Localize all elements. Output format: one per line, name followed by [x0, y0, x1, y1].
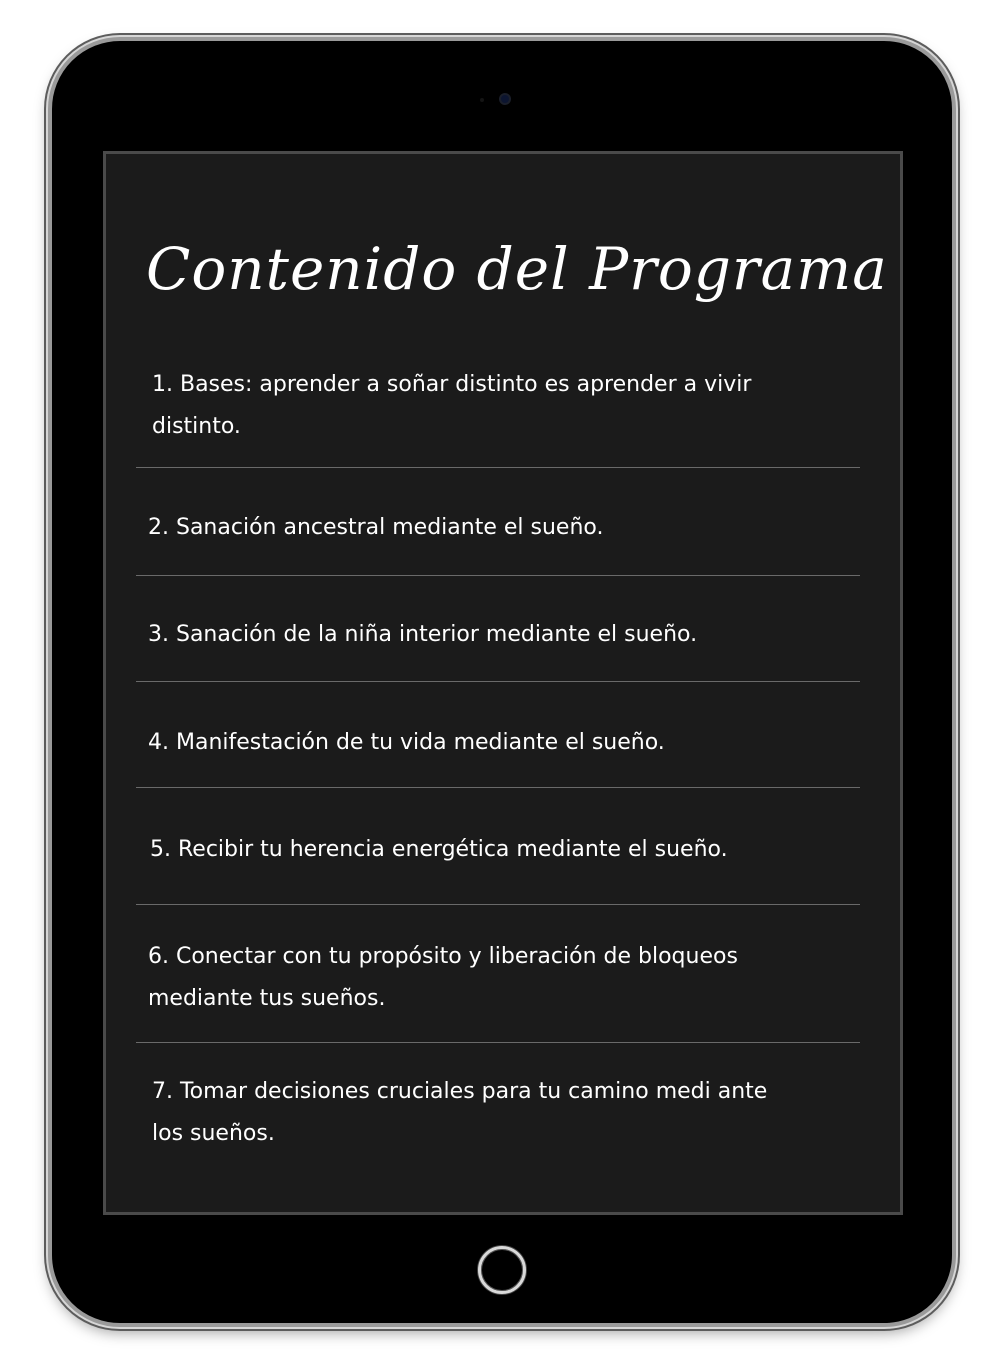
divider	[136, 575, 860, 576]
home-button[interactable]	[478, 1246, 526, 1294]
tablet-frame	[48, 37, 956, 1327]
list-item: 3. Sanación de la niña interior mediante el sueño.	[148, 622, 698, 647]
sensor-icon	[480, 98, 484, 102]
divider	[136, 787, 860, 788]
page-title: Contenido del Programa	[146, 235, 888, 303]
list-item: 1. Bases: aprender a soñar distinto es aprender a vivir distinto.	[152, 372, 752, 439]
divider	[136, 681, 860, 682]
divider	[136, 1042, 860, 1043]
list-item: 4. Manifestación de tu vida mediante el sueño.	[148, 730, 665, 755]
divider	[136, 467, 860, 468]
list-item: 6. Conectar con tu propósito y liberación de bloqueos mediante tus sueños.	[148, 944, 738, 1011]
list-item: 5. Recibir tu herencia energética mediante el sueño.	[150, 837, 728, 862]
front-camera-icon	[501, 95, 509, 103]
tablet-screen	[103, 151, 903, 1215]
divider	[136, 904, 860, 905]
list-item: 2. Sanación ancestral mediante el sueño.	[148, 515, 604, 540]
list-item: 7. Tomar decisiones cruciales para tu camino medi ante los sueños.	[152, 1079, 768, 1146]
